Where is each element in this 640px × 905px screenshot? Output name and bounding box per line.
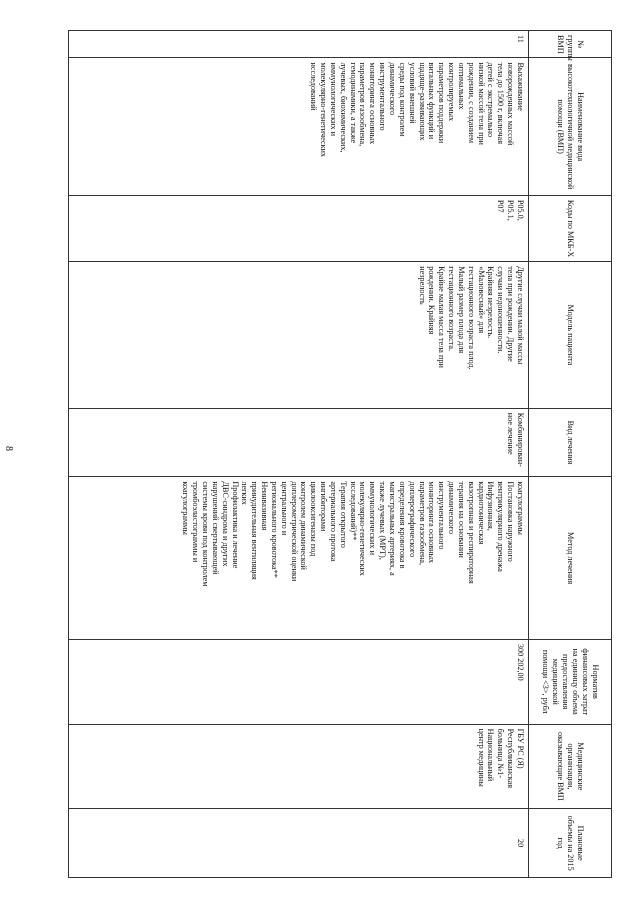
vmp-name-line: условий внешней <box>407 62 417 124</box>
treatment-method-line: артериального протока <box>328 481 338 562</box>
treatment-method-line: также лучевых (МРТ), <box>378 481 388 560</box>
treatment-method-line: циклооксигеназы под <box>309 481 319 557</box>
patient-model-line: гестационного возраста плод. <box>466 266 476 370</box>
vmp-name-line: параметров газообмена, <box>358 62 368 147</box>
treatment-method-line: коагулограммы <box>181 481 191 535</box>
organization-line: больница №1- <box>496 728 506 779</box>
cell-group-no: 11 <box>69 31 529 58</box>
vmp-name-line: контролируемых <box>447 62 457 122</box>
vmp-name-line: молекулярно-генетических <box>319 62 329 158</box>
organization-line: Республиканская <box>506 728 516 789</box>
treatment-method-line: тромбоэластограммы и <box>191 481 201 563</box>
organization-line: Национальный <box>486 728 496 782</box>
header-patient-model: Модель пациента <box>529 262 612 409</box>
organization-line: ГБУ РС (Я) <box>516 728 525 769</box>
treatment-method-line: контролем динамической <box>299 481 309 570</box>
treatment-method-line: доплерометрической оценки <box>289 481 299 582</box>
cell-treatment-method <box>69 477 529 640</box>
patient-model-line: «Маловесный» для <box>476 266 486 334</box>
cell-cost: 300 202,00 <box>69 639 529 724</box>
cell-organizations <box>69 724 529 809</box>
treatment-method-line: доплерографического <box>407 481 417 558</box>
vmp-name-line: Выхаживание <box>516 62 525 111</box>
treatment-method-line: инструментального <box>437 481 447 550</box>
patient-model-line: Крайняя незрелость. <box>486 266 496 339</box>
treatment-method-line: ДВС-синдрома и других <box>220 481 230 567</box>
treatment-method-line: параметров газообмена, <box>417 481 427 566</box>
vmp-name-line: инструментального <box>378 62 388 131</box>
treatment-method-line: вазотропная и респираторная <box>466 481 476 584</box>
treatment-method-line: Терапия открытого <box>338 481 348 548</box>
treatment-method-line: регионального кровотока** <box>269 481 279 578</box>
vmp-name-line: щадяще-развивающих <box>417 62 427 141</box>
vmp-name-line: лучевых, биохимических, <box>338 62 348 153</box>
vmp-table <box>68 30 612 878</box>
vmp-name-line: витальных функций и <box>427 62 437 140</box>
patient-model-line: случаи недоношенности. <box>496 266 506 354</box>
vmp-name-line: гемодинамики, а также <box>348 62 358 144</box>
patient-model-line: Малый размер плода для <box>456 266 466 354</box>
treatment-method-line: центрального и <box>279 481 289 536</box>
cell-treatment-type <box>69 408 529 477</box>
treatment-method-line: исследований)** <box>348 481 358 541</box>
icd-code: P05.1, <box>506 199 516 221</box>
treatment-type-line: Комбинирован- <box>516 412 525 467</box>
cell-patient-model <box>69 262 529 409</box>
vmp-name-line: мониторинга основных <box>368 62 378 145</box>
cell-volume: 20 <box>69 809 529 878</box>
icd-code: P07 <box>496 199 506 213</box>
treatment-method-line: Неинвазивная <box>260 481 270 531</box>
vmp-name-line: среды под контролем <box>397 62 407 137</box>
header-cost-norm: Норматив финансовых затрат на единицу объема предоставления медицинской помощи <3>, рубл <box>529 639 612 724</box>
vmp-name-line: новорожденных массой <box>506 62 516 146</box>
header-planned-volume: Плановые объемы на 2015 год <box>529 809 612 878</box>
treatment-method-line: молекулярно-генетических <box>358 481 368 576</box>
vmp-name-line: тела до 1500 г, включая <box>496 62 506 144</box>
header-treatment-method: Метод лечения <box>529 477 612 640</box>
patient-model-line: Крайне малая масса тела при <box>437 266 447 368</box>
treatment-method-line: динамического <box>447 481 457 534</box>
treatment-method-line: системы крови под контролем <box>201 481 210 587</box>
treatment-method-line: терапия на основании <box>456 481 466 558</box>
treatment-method-line: легких <box>240 481 250 505</box>
header-treatment-type: Вид лечения <box>529 408 612 477</box>
patient-model-line: Другие случаи малой массы <box>516 266 525 365</box>
header-vmp-name: Наименование вида высокотехнологичной медицинской помощи (ВМП) <box>529 58 612 195</box>
landscape-sheet <box>66 30 612 878</box>
vmp-name-line: оптимальных <box>456 62 466 110</box>
treatment-method-line: принудительная вентиляция <box>250 481 260 580</box>
icd-code: P05.0, <box>516 199 525 221</box>
patient-model-line: тела при рождении. Другие <box>506 266 516 362</box>
patient-model-line: незрелость <box>417 266 427 305</box>
treatment-method-line: кардиотоническая <box>476 481 486 545</box>
treatment-method-line: определения кровотока в <box>397 481 407 569</box>
vmp-name-line: параметров поддержки <box>437 62 447 144</box>
table-row <box>69 31 529 878</box>
organization-line: центр медицины <box>476 728 486 787</box>
vmp-name-line: низкой массой тела при <box>476 62 486 145</box>
vmp-name-line: рождении, с созданием <box>466 62 476 144</box>
treatment-method-line: ингибиторами <box>319 481 329 532</box>
treatment-method-line: Инфузионная, <box>486 481 496 531</box>
table-header-row <box>529 31 612 878</box>
cell-vmp-name <box>69 58 529 195</box>
treatment-method-line: мониторинга основных <box>427 481 437 564</box>
treatment-method-line: магистральных артериях, а <box>388 481 398 576</box>
cell-icd-codes <box>69 195 529 261</box>
treatment-method-line: коагулограммы <box>516 481 525 535</box>
vmp-name-line: исследований <box>309 62 319 111</box>
vmp-name-line: иммунологических и <box>328 62 338 137</box>
treatment-type-line: ное лечение <box>506 412 516 455</box>
header-organizations: Медицинские организации, оказывающие ВМП <box>529 724 612 809</box>
vmp-name-line: динамического <box>388 62 398 116</box>
treatment-method-line: иммунологических и <box>368 481 378 555</box>
header-group-no: № группы ВМП <box>529 31 612 58</box>
page-number: 8 <box>3 446 14 451</box>
header-icd-codes: Коды по МКБ-Х <box>529 195 612 261</box>
treatment-method-line: нарушений свертывающей <box>210 481 220 575</box>
vmp-name-line: детей с экстремально <box>486 62 496 138</box>
patient-model-line: гестационного возраста. <box>447 266 457 352</box>
treatment-method-line: Постановка наружного <box>506 481 516 562</box>
treatment-method-line: Профилактика и лечение <box>230 481 240 569</box>
patient-model-line: рождении. Крайняя <box>427 266 437 335</box>
treatment-method-line: вентрикулярного дренажа <box>496 481 506 572</box>
